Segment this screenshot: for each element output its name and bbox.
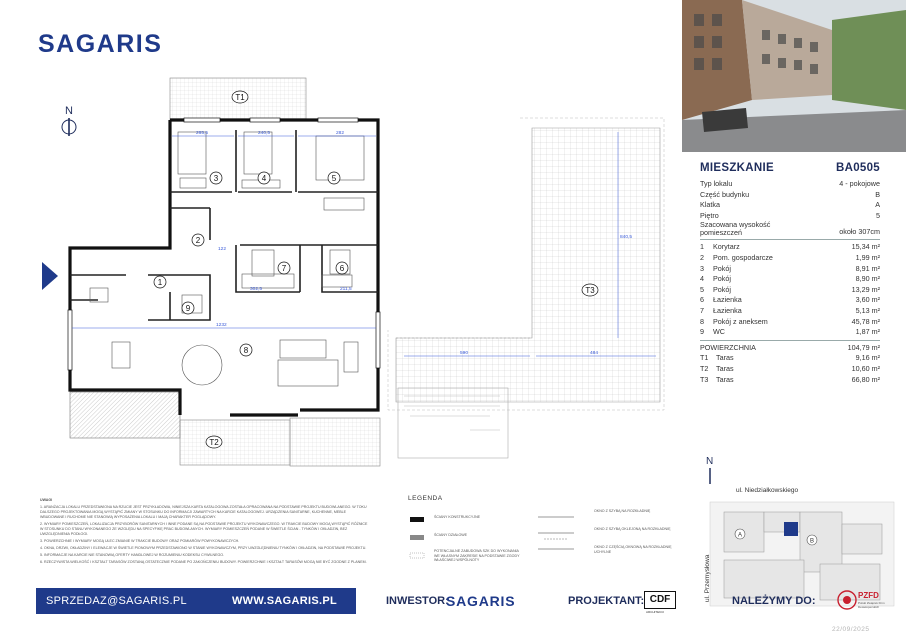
dim-211-5: 211,5 xyxy=(340,287,352,292)
notes-title: UWAGI xyxy=(40,498,53,502)
unit-code: BA0505 xyxy=(836,162,880,174)
room-number-2: 2 xyxy=(195,236,201,245)
room-row: 5 Pokój 13,29 m² xyxy=(700,284,880,294)
street-left-label: ul. Przemysłowa xyxy=(704,554,711,602)
prop-row: Piętro 5 xyxy=(700,210,880,220)
dim-484: 484 xyxy=(590,351,599,356)
north-compass-icon xyxy=(56,104,82,140)
note-item: 1. ARANŻACJA LOKALU PRZEDSTAWIONA NA RZUCIE JEST PRZYKŁADOWA, NINIEJSZA KARTA KATALOGOWA ZOSTAŁA OPRACOWANA NA PODSTAWIE PROJEKTU BUDOWLANEGO. W TOKU DALSZEGO PROJEKTOWANIA MOGĄ WYSTĄPIĆ ZMIANY W STOSUNKU DO INFORMACJI ZAWARTYCH NA KARCIE KATALOGOWEJ. URZĄDZENIA SANITARNE, KUCHENNE, MEBLE WBUDOWANE I RUCHOME NIE STANOWIĄ WYPOSAŻENIA LOKALU I MAJĄ CHARAKTER POGLĄDOWY. xyxy=(40,505,367,519)
legend-item: ŚCIANY DZIAŁOWE xyxy=(434,533,468,537)
building-render-image xyxy=(682,0,906,152)
room-number-1: 1 xyxy=(157,278,163,287)
legend-item: OKNO Z SZYBĄ OKLEJONĄ NA ROZKŁADNIĘ xyxy=(594,527,671,531)
terrace-label-t3: T3 xyxy=(585,286,595,295)
room-row: 1 Korytarz 15,34 m² xyxy=(700,242,880,252)
dim-590: 590 xyxy=(460,351,469,356)
dim-840-5: 840,5 xyxy=(620,235,633,240)
member-logo: PZFD xyxy=(858,591,879,600)
designer-logo: CDF xyxy=(644,591,676,609)
room-row: 9 WC 1,87 m² xyxy=(700,327,880,337)
room-number-8: 8 xyxy=(243,346,249,355)
terrace-label-t1: T1 xyxy=(235,93,245,102)
prop-row: Część budynku B xyxy=(700,189,880,199)
terrace-row: T2 Taras 10,60 m² xyxy=(700,363,880,373)
room-row: 8 Pokój z aneksem 45,78 m² xyxy=(700,316,880,326)
notes-section xyxy=(40,498,370,567)
dim-265-5: 265,5 xyxy=(196,131,209,136)
street-top-label: ul. Niedziałkowskiego xyxy=(736,487,799,494)
location-north-label: N xyxy=(706,456,714,467)
footer xyxy=(0,588,906,620)
note-item: 6. RZECZYWISTA WIELKOŚĆ I KSZTAŁT TARASÓW ZOSTANĄ OSTATECZNIE PODANE PO ZAKOŃCZENIU BUDOWY. POWIERZCHNIE I KSZTAŁT TARASÓW MOGĄ NIE BYĆ ZGODNE Z PLANEM. xyxy=(40,560,367,564)
terrace-t2 xyxy=(180,420,290,465)
unit-info-panel xyxy=(700,162,880,385)
dim-1232: 1232 xyxy=(216,323,227,328)
designer-sub: ARCHITEKCI xyxy=(646,610,665,614)
room-row: 7 Łazienka 5,13 m² xyxy=(700,305,880,315)
dim-302-5: 302,5 xyxy=(250,287,263,292)
document-date: 22/09/2025 xyxy=(832,626,870,633)
member-sub: Polski Związek Firm Deweloperskich xyxy=(858,601,885,609)
room-number-4: 4 xyxy=(261,174,267,183)
room-number-9: 9 xyxy=(185,304,191,313)
room-row: 3 Pokój 8,91 m² xyxy=(700,263,880,273)
dim-122: 122 xyxy=(218,247,227,252)
part-b-label: B xyxy=(809,538,815,545)
room-row: 6 Łazienka 3,60 m² xyxy=(700,295,880,305)
room-row: 4 Pokój 8,90 m² xyxy=(700,274,880,284)
dim-240-5: 240,5 xyxy=(258,131,271,136)
note-item: 5. INFORMACJE NA KARCIE NIE STANOWIĄ OFERTY HANDLOWEJ W ROZUMIENIU KODEKSU CYWILNEGO. xyxy=(40,553,225,557)
room-number-7: 7 xyxy=(281,264,287,273)
dim-282: 282 xyxy=(336,131,345,136)
designer-label: PROJEKTANT: xyxy=(568,595,645,607)
entrance-arrow-icon xyxy=(42,262,58,290)
legend xyxy=(398,495,678,575)
prop-row: Klatka A xyxy=(700,200,880,210)
investor-logo: SAGARIS xyxy=(446,593,516,609)
legend-item: POTENCJALNE ZABUDOWA SZK DO WYKONANIA WE WŁASNYM ZAKRESIE NA PODSTAWIE ZGODY WŁAŚCIWEJ WSPÓLNOTY xyxy=(434,549,520,563)
svg-text:N: N xyxy=(65,105,73,117)
room-row: 2 Pom. gospodarcze 1,99 m² xyxy=(700,252,880,262)
prop-row: Typ lokalu 4 - pokojowe xyxy=(700,179,880,188)
investor-label: INWESTOR: xyxy=(386,595,449,607)
email-link[interactable]: SPRZEDAZ@SAGARIS.PL xyxy=(46,595,187,607)
note-item: 3. POWIERZCHNIE I WYMIARY MOGĄ ULEC ZMIANIE W TRAKCIE BUDOWY ORAZ POMIARÓW POWYKONAWCZYCH. xyxy=(40,539,240,543)
terrace-row: T3 Taras 66,80 m² xyxy=(700,374,880,384)
legend-item: ŚCIANY KONSTRUKCYJNE xyxy=(434,515,481,519)
legend-title: LEGENDA xyxy=(408,495,443,502)
total-area-row: POWIERZCHNIA 104,79 m² xyxy=(700,342,880,352)
note-item: 4. OKNA, DRZWI, OKŁADZINY I ELEWACJE W ŚWIETLE PIONOWYM PRZEDSTAWIONO W STANIE WYKONAWCZYM, PRZY UWZGLĘDNIENIU TYNKÓW I OKŁADZIN, NA PODSTAWIE PROJEKTU. xyxy=(40,546,367,550)
note-item: 2. WYMIARY POMIESZCZEŃ, LOKALIZACJA PRZYBORÓW SANITARNYCH I INNE PODANE SĄ NA PODSTAWIE PROJEKTU WYKONAWCZEGO. W TRAKCIE BUDOWY MOGĄ WYSTĄPIĆ RÓŻNICE W STOSUNKU DO STANU WYKONANEGO ZE WZGLĘDU NA SPECYFIKĘ PRAC BUDOWLANYCH. WYMIARY POMIESZCZEŃ PODANE W ŚWIETLE ŚCIAN - TYNKÓW I OKŁADZIN, BEZ UWZGLĘDNIENIA PODŁOGI. xyxy=(40,522,368,536)
legend-item: OKNO Z CZĘŚCIĄ OKNOWĄ NA ROZKŁADNIĘ UCHYLNE xyxy=(594,545,672,554)
sagaris-logo: SAGARIS xyxy=(38,30,163,58)
member-label: NALEŻYMY DO: xyxy=(732,595,816,607)
part-a-label: A xyxy=(737,532,743,539)
legend-item: OKNO Z SZYBĄ NA ROZKŁADNIĘ xyxy=(594,509,651,513)
room-number-6: 6 xyxy=(339,264,345,273)
room-number-3: 3 xyxy=(213,174,219,183)
prop-row: Szacowana wysokość pomieszczeń około 307cm xyxy=(700,220,880,238)
website-link[interactable]: WWW.SAGARIS.PL xyxy=(232,595,338,607)
terrace-t3 xyxy=(396,128,660,402)
terrace-row: T1 Taras 9,16 m² xyxy=(700,353,880,363)
floor-plan xyxy=(0,70,676,490)
room-number-5: 5 xyxy=(331,174,337,183)
terrace-label-t2: T2 xyxy=(209,438,219,447)
unit-label: MIESZKANIE xyxy=(700,162,774,174)
unit-location-marker xyxy=(784,522,798,536)
